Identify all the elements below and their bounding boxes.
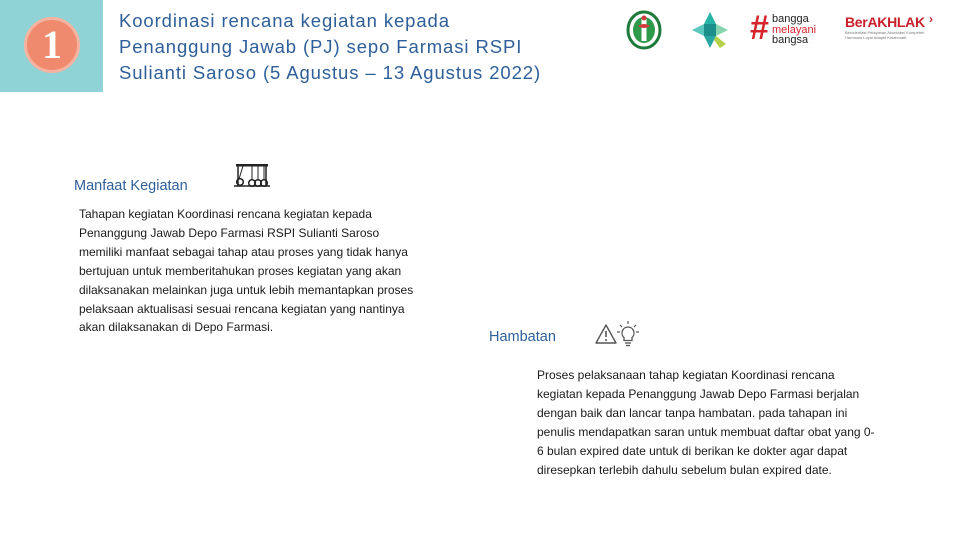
hambatan-heading: Hambatan [489, 329, 556, 345]
bangga-melayani-bangsa-logo [750, 9, 830, 48]
bangga-text [772, 14, 816, 46]
step-number-panel [0, 0, 103, 92]
bangga-line-1: bangga [772, 13, 809, 25]
newtons-cradle-icon [233, 162, 271, 190]
manfaat-paragraph [79, 205, 454, 337]
slide-title [119, 8, 589, 86]
hambatan-line: dengan baik dan lancar tanpa hambatan. pada tahapan ini [537, 405, 848, 420]
hambatan-line: diresepkan terlebih dahulu sebelum bulan expired date. [537, 462, 832, 477]
bangga-line-3: bangsa [772, 34, 809, 46]
bangga-line-2: melayani [772, 23, 817, 36]
hambatan-line: penulis mendapatkan saran untuk membuat daftar obat yang 0- [537, 424, 875, 439]
step-number-badge: 1 [24, 17, 80, 73]
akhlak-tagline: Berorientasi Pelayanan Akuntabel Kompeten Harmonis Loyal Adaptif Kolaboratif [845, 30, 925, 40]
manfaat-line: dilaksanakan melainkan juga untuk lebih memantapkan proses [79, 282, 414, 297]
manfaat-line: Penanggung Jawab Depo Farmasi RSPI Sulianti Saroso [79, 225, 380, 240]
manfaat-line: Tahapan kegiatan Koordinasi rencana kegiatan kepada [79, 207, 372, 221]
hambatan-line: kegiatan kepada Penanggung Jawab Depo Farmasi berjalan [537, 386, 860, 401]
hambatan-paragraph [537, 366, 922, 479]
manfaat-line: memiliki manfaat sebagai tahap atau proses yang tidak hanya [79, 244, 408, 259]
bangga-hash-mark: # [750, 9, 769, 47]
akhlak-check-icon: › [929, 12, 933, 26]
manfaat-heading: Manfaat Kegiatan [74, 178, 188, 194]
manfaat-line: bertujuan untuk memberitahukan proses kegiatan yang akan [79, 263, 402, 278]
hambatan-line: 6 bulan expired date untuk di berikan ke dokter agar dapat [537, 443, 848, 458]
kemkes-logo [690, 10, 730, 50]
akhlak-wordmark: BerAKHLAK [845, 14, 925, 30]
rspi-emblem-logo [626, 10, 662, 50]
title-line-1: Koordinasi rencana kegiatan kepada [119, 10, 450, 31]
title-line-2: Penanggung Jawab (PJ) sepo Farmasi RSPI [119, 36, 523, 57]
title-line-3: Sulianti Saroso (5 Agustus – 13 Agustus 2022) [119, 62, 542, 83]
manfaat-line: pelaksaan aktualisasi sesuai rencana kegiatan yang nantinya [79, 301, 405, 316]
warning-lightbulb-icon [595, 320, 643, 348]
manfaat-line: akan dilaksanakan di Depo Farmasi. [79, 320, 274, 335]
berakhlak-logo [845, 14, 937, 50]
hambatan-line: Proses pelaksanaan tahap kegiatan Koordinasi rencana [537, 368, 835, 382]
